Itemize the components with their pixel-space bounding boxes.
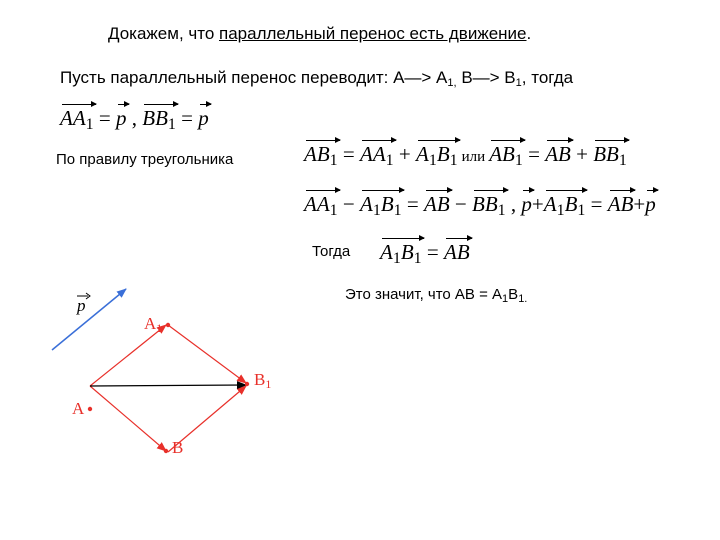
intro-text-b: В—> В (456, 68, 516, 87)
point-a (88, 407, 92, 411)
vector-ab1-arrow (90, 385, 246, 386)
conclusion-sub-a: 1 (502, 293, 509, 305)
label-b1: B1 (254, 370, 272, 391)
conclusion-text-b: В (508, 286, 519, 303)
label-a: A (72, 399, 85, 418)
togda-label: Тогда (312, 243, 351, 260)
label-a1: A1 (144, 314, 163, 335)
point-b1 (245, 382, 249, 386)
title-prefix: Докажем, что (108, 24, 220, 43)
segment-ab-arrow (90, 386, 166, 451)
label-p: p (77, 296, 86, 315)
vector-p-arrow (52, 289, 126, 350)
intro-text-a: Пусть параллельный перенос переводит: А—> А (60, 68, 448, 87)
intro-text-c: , тогда (521, 68, 574, 87)
title-suffix: . (526, 24, 532, 43)
intro-sub-b: 1 (515, 77, 522, 89)
intro-sub-a: 1, (447, 77, 457, 89)
formula-translation-vectors: AA1 = p , BB1 = p (60, 106, 209, 133)
formula-result: A1B1 = AB (380, 240, 470, 267)
label-b: B (172, 438, 184, 457)
conclusion-sub-b: 1. (518, 293, 528, 305)
title-underlined: параллельный перенос есть движение (219, 24, 527, 43)
conclusion-text-a: Это значит, что АВ = А (345, 286, 503, 303)
segment-a1b1-arrow (168, 325, 246, 383)
triangle-rule-label: По правилу треугольника (56, 151, 234, 168)
formula-equality: AA1 − A1B1 = AB − BB1 , p+A1B1 = AB+p (304, 192, 656, 219)
point-b (164, 449, 168, 453)
ili-word: или (461, 149, 486, 165)
translation-arrow-a-a1 (90, 325, 166, 386)
point-a1 (166, 323, 170, 327)
formula-triangle-rule: AB1 = AA1 + A1B1 или AB1 = AB + BB1 (304, 142, 627, 169)
